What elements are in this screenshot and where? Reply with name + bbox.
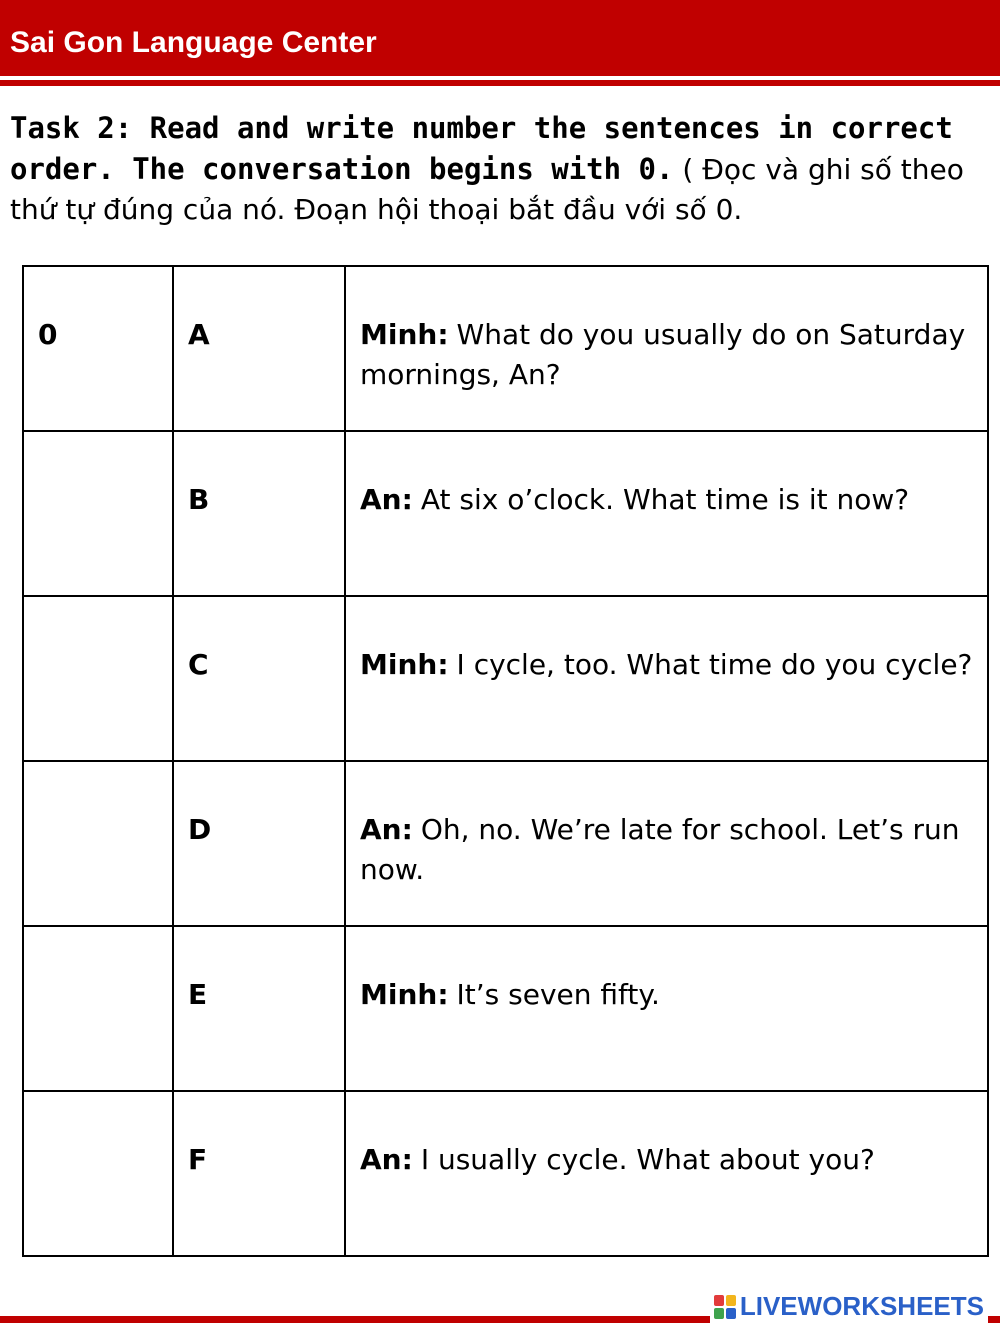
header-divider <box>0 80 1000 86</box>
sentence-text: At six o’clock. What time is it now? <box>420 483 910 516</box>
task-instruction-english: Task 2: Read and write number the sentences in correct order. The conversation begins with 0. <box>10 111 953 186</box>
sentence-cell <box>345 926 988 1091</box>
table-row <box>23 926 988 1091</box>
speaker-name: Minh: <box>360 318 449 351</box>
number-answer: 0 <box>38 318 58 351</box>
sentence-cell <box>345 431 988 596</box>
row-letter: B <box>188 483 210 516</box>
speaker-name: Minh: <box>360 978 449 1011</box>
sentence-cell <box>345 1091 988 1256</box>
number-answer-cell[interactable] <box>23 926 173 1091</box>
speaker-name: An: <box>360 483 413 516</box>
row-letter: A <box>188 318 210 351</box>
table-row <box>23 431 988 596</box>
task-instruction-vietnamese: ( Đọc và ghi số theo thứ tự đúng của nó. Đoạn hội thoại bắt đầu với số 0. <box>10 153 964 226</box>
row-letter: D <box>188 813 212 846</box>
letter-cell <box>173 266 345 431</box>
liveworksheets-wordmark: LIVEWORKSHEETS <box>739 1291 984 1321</box>
number-answer-cell[interactable] <box>23 1091 173 1256</box>
number-answer-cell[interactable] <box>23 761 173 926</box>
header-bar <box>0 0 1000 76</box>
letter-cell <box>173 761 345 926</box>
liveworksheets-icon <box>714 1295 736 1319</box>
task-instruction <box>10 108 985 230</box>
table-row <box>23 761 988 926</box>
number-answer-cell[interactable] <box>23 266 173 431</box>
sentence-text: Oh, no. We’re late for school. Let’s run now. <box>360 813 960 886</box>
letter-cell <box>173 1091 345 1256</box>
row-letter: C <box>188 648 209 681</box>
letter-cell <box>173 596 345 761</box>
conversation-table <box>22 265 989 1257</box>
liveworksheets-logo <box>710 1289 988 1324</box>
letter-cell <box>173 431 345 596</box>
speaker-name: Minh: <box>360 648 449 681</box>
table-row <box>23 1091 988 1256</box>
number-answer-cell[interactable] <box>23 431 173 596</box>
speaker-name: An: <box>360 1143 413 1176</box>
sentence-text: It’s seven fifty. <box>456 978 660 1011</box>
table-row <box>23 596 988 761</box>
sentence-cell <box>345 266 988 431</box>
letter-cell <box>173 926 345 1091</box>
sentence-text: I usually cycle. What about you? <box>420 1143 875 1176</box>
speaker-name: An: <box>360 813 413 846</box>
row-letter: E <box>188 978 208 1011</box>
row-letter: F <box>188 1143 208 1176</box>
header-title: Sai Gon Language Center <box>10 26 377 59</box>
sentence-text: What do you usually do on Saturday mornings, An? <box>360 318 966 391</box>
table-row <box>23 266 988 431</box>
number-answer-cell[interactable] <box>23 596 173 761</box>
sentence-cell <box>345 596 988 761</box>
sentence-cell <box>345 761 988 926</box>
sentence-text: I cycle, too. What time do you cycle? <box>456 648 973 681</box>
